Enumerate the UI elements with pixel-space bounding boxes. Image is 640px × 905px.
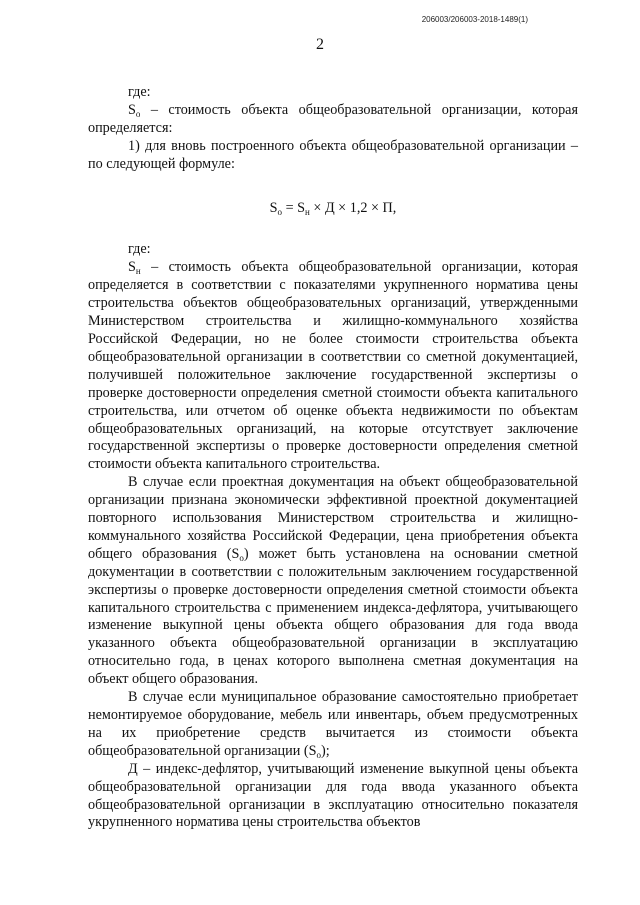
formula — [88, 200, 578, 218]
item-1: 1) для вновь построенного объекта общеобразовательной организации – по следующей формуле: — [88, 137, 578, 172]
paragraph-design-subscript: о — [239, 552, 244, 563]
document-body — [88, 84, 578, 832]
paragraph-equipment — [88, 689, 578, 761]
paragraph-equipment-text-a: В случае если муниципальное образование самостоятельно приобретает немонтируемое оборудование, мебель или инвентарь, объем предусмотренных на их приобретение средств вычитается из стоимости объекта общеобразовательной организации (S — [88, 689, 578, 759]
sn-subscript: н — [135, 266, 141, 277]
paragraph-equipment-subscript: о — [316, 749, 321, 760]
sn-definition-text: – стоимость объекта общеобразовательной организации, которая определяется в соответствии с показателями укрупненного норматива цены строительства объектов общеобразовательных организаций, утвержденными Министерством строительства и жилищно-коммунального хозяйства Российской Федерации, но не более стоимости строительства объекта общеобразовательной организации в соответствии со сметной документацией, получившей положительное заключение государственной экспертизы о проверке достоверности определения сметной стоимости объекта капитального строительства, или отчетом об оценке объекта недвижимости по объектам общеобразовательных организаций, на которые отсутствует заключение государственной экспертизы о проверке достоверности определения сметной стоимости объекта капитального строительства. — [88, 259, 578, 473]
where-label-1: где: — [128, 84, 151, 100]
formula-equals: = S — [282, 199, 306, 216]
so-subscript: о — [135, 108, 141, 119]
where-label-2: где: — [128, 241, 151, 258]
so-definition — [88, 102, 578, 138]
formula-lhs: S — [269, 199, 278, 216]
formula-rhs-subscript: н — [305, 206, 310, 217]
paragraph-equipment-text-b: ); — [321, 742, 330, 759]
sn-symbol: S — [128, 259, 136, 276]
sn-definition — [88, 259, 578, 474]
paragraph-deflator: Д – индекс-дефлятор, учитывающий изменение выкупной цены объекта общеобразовательной организации для года ввода указанного объекта общеобразовательной организации в эксплуатацию относительно показателя укрупненного норматива цены строительства объектов — [88, 760, 578, 831]
paragraph-design-text-a: В случае если проектная документация на объект общеобразовательной организации признана экономически эффективной проектной документацией повторного использования Министерством строительства и жилищно-коммунального хозяйства Российской Федерации, цена приобретения объекта общего образования (S — [88, 474, 578, 562]
formula-tail: × Д × 1,2 × П, — [309, 199, 397, 216]
formula-lhs-subscript: о — [277, 206, 283, 217]
page-number: 2 — [316, 36, 324, 53]
paragraph-design-docs — [88, 474, 578, 689]
document-id: 206003/206003-2018-1489(1) — [421, 15, 528, 24]
so-definition-text: – стоимость объекта общеобразовательной организации, которая определяется: — [88, 101, 578, 136]
so-symbol: S — [128, 101, 136, 118]
paragraph-design-text-b: ) может быть установлена на основании сметной документации в соответствии с положительным заключением государственной экспертизы о проверке достоверности определения сметной стоимости объекта капитального строительства с применением индекса-дефлятора, учитывающего изменение выкупной цены объекта общего образования для года ввода указанного объекта общеобразовательной организации в эксплуатацию относительно года, в ценах которого выполнена сметная документация на объект общего образования. — [88, 545, 578, 688]
